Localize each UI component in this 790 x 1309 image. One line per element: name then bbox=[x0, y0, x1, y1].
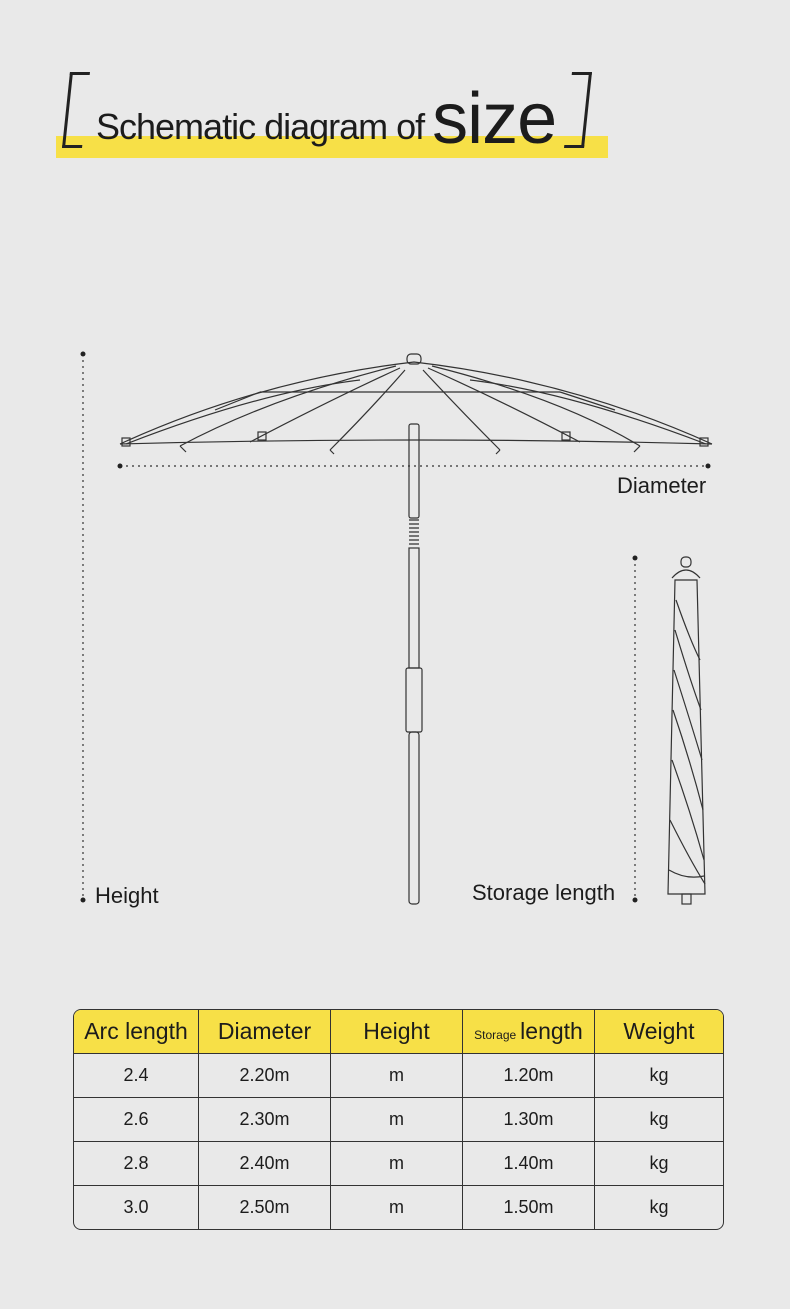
header-height: Height bbox=[331, 1010, 463, 1054]
cell-weight: kg bbox=[595, 1098, 723, 1142]
cell-height: m bbox=[331, 1142, 463, 1186]
cell-arc-length: 3.0 bbox=[74, 1186, 199, 1229]
cell-storage-length: 1.50m bbox=[463, 1186, 595, 1229]
title-prefix: Schematic diagram of bbox=[96, 106, 425, 147]
cell-storage-length: 1.20m bbox=[463, 1054, 595, 1098]
umbrella-canopy bbox=[120, 354, 712, 454]
table-row bbox=[74, 1186, 723, 1229]
title-emphasis: size bbox=[432, 79, 557, 159]
header-arc-length: Arc length bbox=[74, 1010, 199, 1054]
cell-diameter: 2.40m bbox=[199, 1142, 331, 1186]
cell-arc-length: 2.8 bbox=[74, 1142, 199, 1186]
height-label: Height bbox=[95, 883, 159, 908]
storage-length-label: Storage length bbox=[472, 880, 616, 905]
header-diameter: Diameter bbox=[199, 1010, 331, 1054]
size-spec-table bbox=[73, 1009, 724, 1230]
cell-weight: kg bbox=[595, 1054, 723, 1098]
cell-height: m bbox=[331, 1054, 463, 1098]
cell-diameter: 2.30m bbox=[199, 1098, 331, 1142]
cell-storage-length: 1.40m bbox=[463, 1142, 595, 1186]
diameter-label: Diameter bbox=[617, 473, 707, 498]
cell-arc-length: 2.6 bbox=[74, 1098, 199, 1142]
cell-height: m bbox=[331, 1098, 463, 1142]
header-weight: Weight bbox=[595, 1010, 723, 1054]
cell-arc-length: 2.4 bbox=[74, 1054, 199, 1098]
cell-height: m bbox=[331, 1186, 463, 1229]
folded-umbrella bbox=[668, 557, 705, 904]
table-row bbox=[74, 1098, 723, 1142]
cell-weight: kg bbox=[595, 1142, 723, 1186]
table-header-row bbox=[74, 1010, 723, 1054]
table-row bbox=[74, 1142, 723, 1186]
umbrella-pole bbox=[406, 424, 422, 904]
header-storage-length: Storage length bbox=[463, 1010, 595, 1054]
cell-weight: kg bbox=[649, 1197, 669, 1217]
table-row bbox=[74, 1054, 723, 1098]
cell-diameter: 2.50m bbox=[199, 1186, 331, 1229]
cell-diameter: 2.20m bbox=[199, 1054, 331, 1098]
cell-storage-length: 1.30m bbox=[463, 1098, 595, 1142]
